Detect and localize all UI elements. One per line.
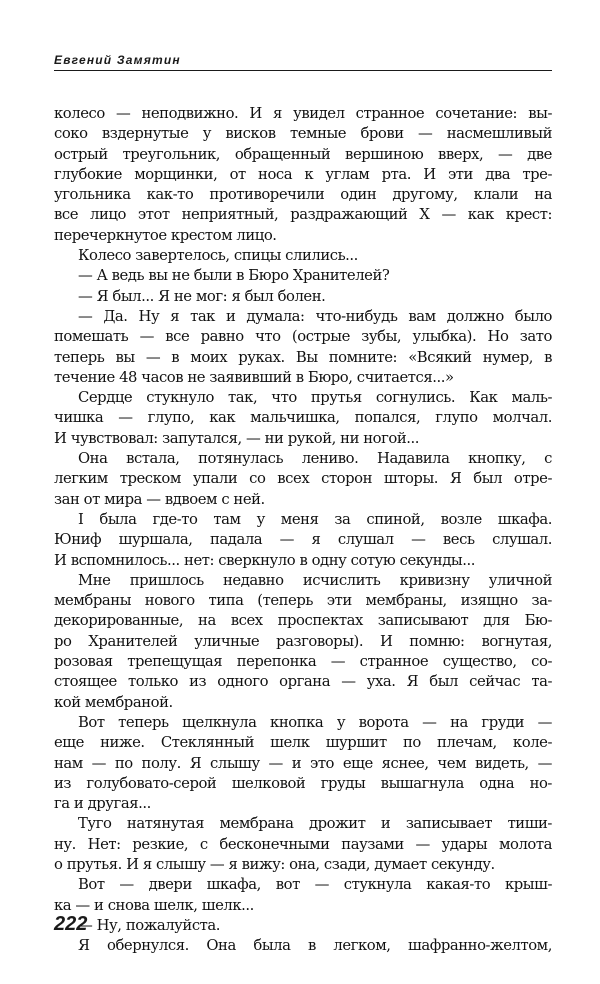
text-line: нам — по полу. Я слышу — и это еще яснее, чем видеть, — — [54, 754, 552, 772]
text-line: Туго натянутая мембрана дрожит и записывает тиши- — [78, 815, 552, 833]
text-line: из голубовато-серой шелковой груды вышагнула одна но- — [54, 774, 552, 792]
page-number: 222 — [54, 913, 88, 935]
text-line: зан от мира — вдвоем с ней. — [54, 490, 265, 508]
header-rule — [54, 70, 552, 71]
text-line: глубокие морщинки, от носа к углам рта. И эти два тре- — [54, 165, 552, 183]
text-line: — Да. Ну я так и думала: что-нибудь вам должно было — [78, 307, 552, 325]
text-line: еще ниже. Стеклянный шелк шуршит по плечам, коле- — [54, 734, 552, 752]
text-line: декорированные, на всех проспектах записывают для Бю- — [54, 612, 552, 630]
text-line: га и другая... — [54, 795, 151, 813]
text-line: Мне пришлось недавно исчислить кривизну уличной — [78, 571, 552, 589]
text-line: И чувствовал: запутался, — ни рукой, ни ногой... — [54, 429, 420, 447]
text-line: все лицо этот неприятный, раздражающий X — как крест: — [54, 206, 552, 224]
text-line: помешать — все равно что (острые зубы, улыбка). Но зато — [54, 328, 552, 346]
text-line: Вот теперь щелкнула кнопка у ворота — на груди — — [78, 713, 552, 731]
text-line: Я обернулся. Она была в легком, шафранно-желтом, — [78, 937, 552, 955]
text-line: мембраны нового типа (теперь эти мембраны, изящно за- — [54, 592, 552, 610]
text-line: И вспомнилось... нет: сверкнуло в одну сотую секунды... — [54, 551, 475, 569]
text-line: чишка — глупо, как мальчишка, попался, глупо молчал. — [54, 409, 552, 427]
text-line: розовая трепещущая перепонка — странное существо, со- — [54, 653, 552, 671]
text-line: соко вздернутые у висков темные брови — насмешливый — [54, 125, 552, 143]
text-line: ну. Нет: резкие, с бесконечными паузами — удары молота — [54, 835, 552, 853]
text-line: — Ну, пожалуйста. — [78, 916, 221, 934]
text-line: колесо — неподвижно. И я увидел странное сочетание: вы- — [54, 105, 552, 122]
text-line: Она встала, потянулась лениво. Надавила кнопку, с — [78, 450, 552, 468]
text-line: ка — и снова шелк, шелк... — [54, 896, 254, 914]
text-line: Колесо завертелось, спицы слились... — [78, 247, 358, 265]
text-line: — А ведь вы не были в Бюро Хранителей? — [78, 267, 390, 285]
text-line: течение 48 часов не заявивший в Бюро, считается...» — [54, 368, 454, 386]
text-line: Вот — двери шкафа, вот — стукнула какая-то крыш- — [78, 876, 552, 894]
body-text — [54, 104, 552, 956]
text-line: легким треском упали со всех сторон шторы. Я был отре- — [54, 470, 552, 488]
text-line: перечеркнутое крестом лицо. — [54, 226, 277, 244]
text-line: Сердце стукнуло так, что прутья согнулись. Как маль- — [78, 389, 552, 407]
text-line: о прутья. И я слышу — я вижу: она, сзади, думает секунду. — [54, 855, 495, 873]
text-line: острый треугольник, обращенный вершиною вверх, — две — [54, 145, 552, 163]
text-line: стоящее только из одного органа — уха. Я был сейчас та- — [54, 673, 552, 691]
text-line: Юниф шуршала, падала — я слушал — весь слушал. — [54, 531, 552, 549]
text-line: I была где-то там у меня за спиной, возле шкафа. — [78, 510, 552, 528]
text-line: теперь вы — в моих руках. Вы помните: «Всякий нумер, в — [54, 348, 552, 366]
text-line: ро Хранителей уличные разговоры). И помню: вогнутая, — [54, 632, 552, 650]
text-line: кой мембраной. — [54, 693, 173, 711]
text-line: угольника как-то противоречили один другому, клали на — [54, 186, 552, 204]
text-line: — Я был... Я не мог: я был болен. — [78, 287, 326, 305]
running-head: Евгений Замятин — [54, 53, 181, 67]
